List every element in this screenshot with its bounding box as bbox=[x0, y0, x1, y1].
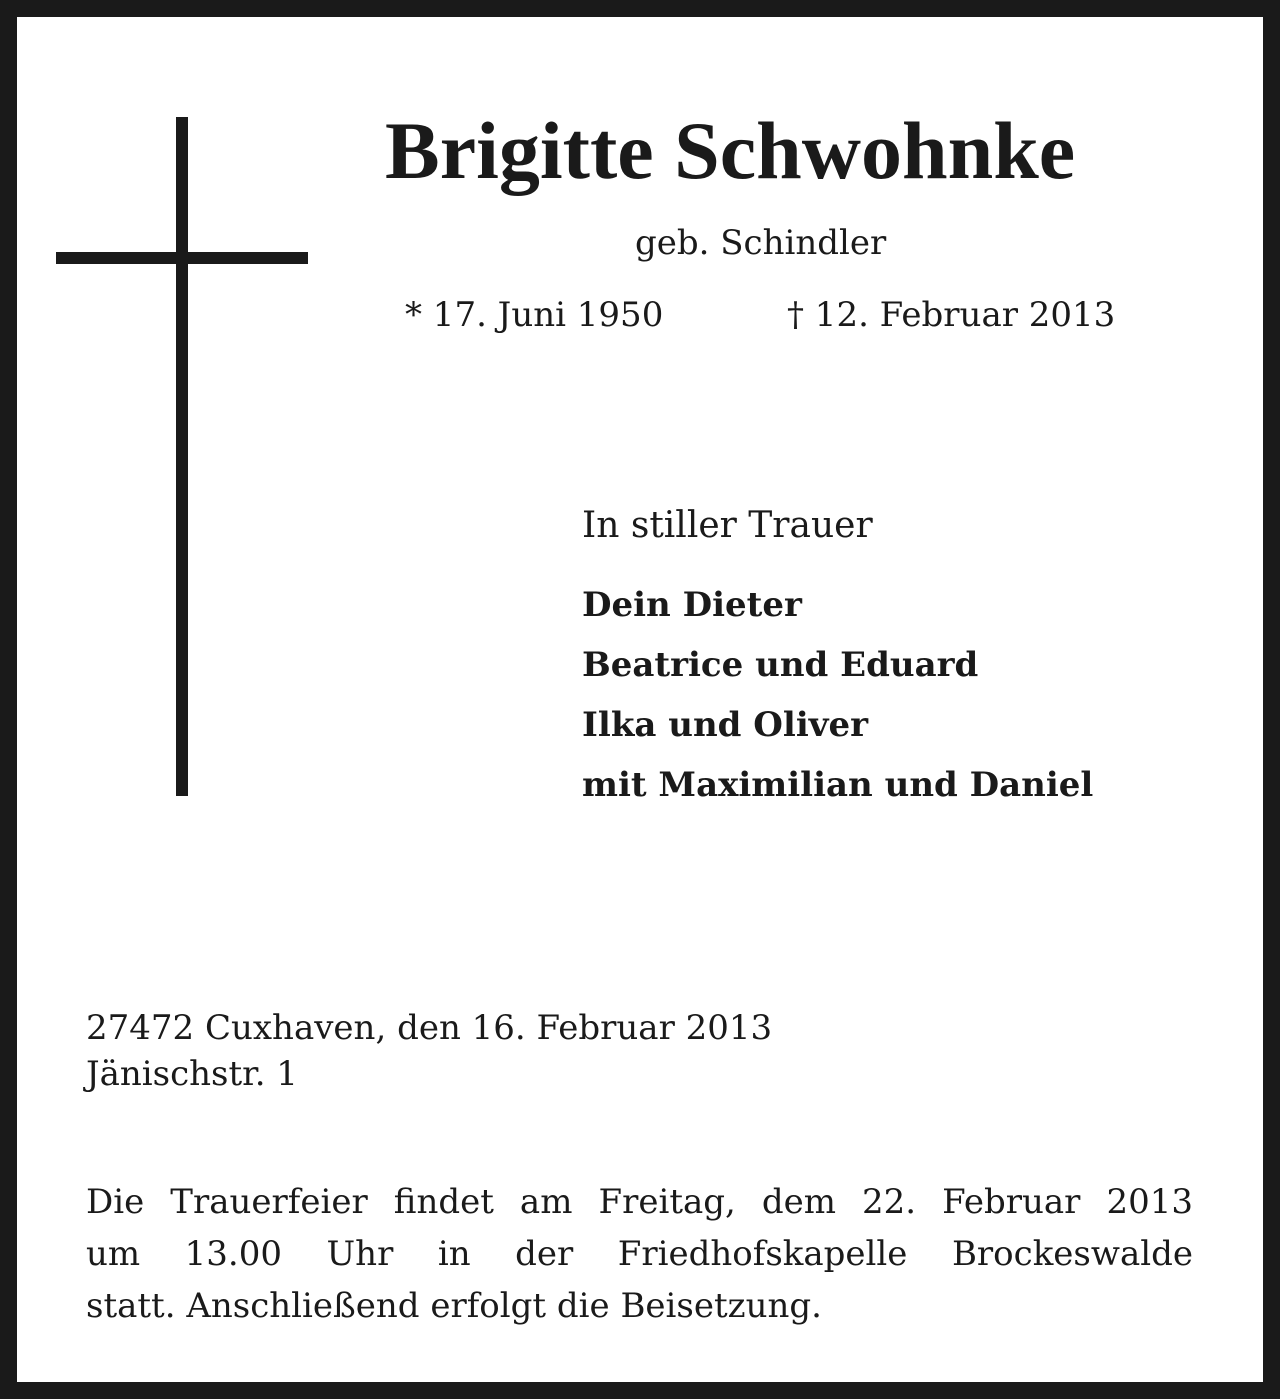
address-block bbox=[86, 1005, 772, 1097]
address-street: Jänischstr. 1 bbox=[86, 1054, 298, 1094]
mourners-list bbox=[582, 575, 1093, 815]
deceased-name: Brigitte Schwohnke bbox=[385, 105, 1076, 196]
cross-horizontal-bar bbox=[56, 252, 308, 264]
mourner-item: Dein Dieter bbox=[582, 585, 802, 625]
mourner-item: Ilka und Oliver bbox=[582, 705, 869, 745]
mourner-item: Beatrice und Eduard bbox=[582, 645, 979, 685]
funeral-line: statt. Anschließend erfolgt die Beisetzung. bbox=[86, 1286, 822, 1326]
death-date: † 12. Februar 2013 bbox=[787, 295, 1116, 335]
funeral-line: Die Trauerfeier findet am Freitag, dem 22. Februar 2013 bbox=[86, 1182, 1193, 1222]
birth-date: * 17. Juni 1950 bbox=[405, 295, 664, 335]
funeral-info bbox=[86, 1176, 1193, 1332]
mourning-intro: In stiller Trauer bbox=[582, 505, 873, 546]
cross-vertical-bar bbox=[176, 117, 188, 796]
funeral-line: um 13.00 Uhr in der Friedhofskapelle Brockeswalde bbox=[86, 1234, 1193, 1274]
mourner-item: mit Maximilian und Daniel bbox=[582, 765, 1094, 805]
maiden-name: geb. Schindler bbox=[635, 223, 887, 263]
address-city-date: 27472 Cuxhaven, den 16. Februar 2013 bbox=[86, 1008, 773, 1048]
